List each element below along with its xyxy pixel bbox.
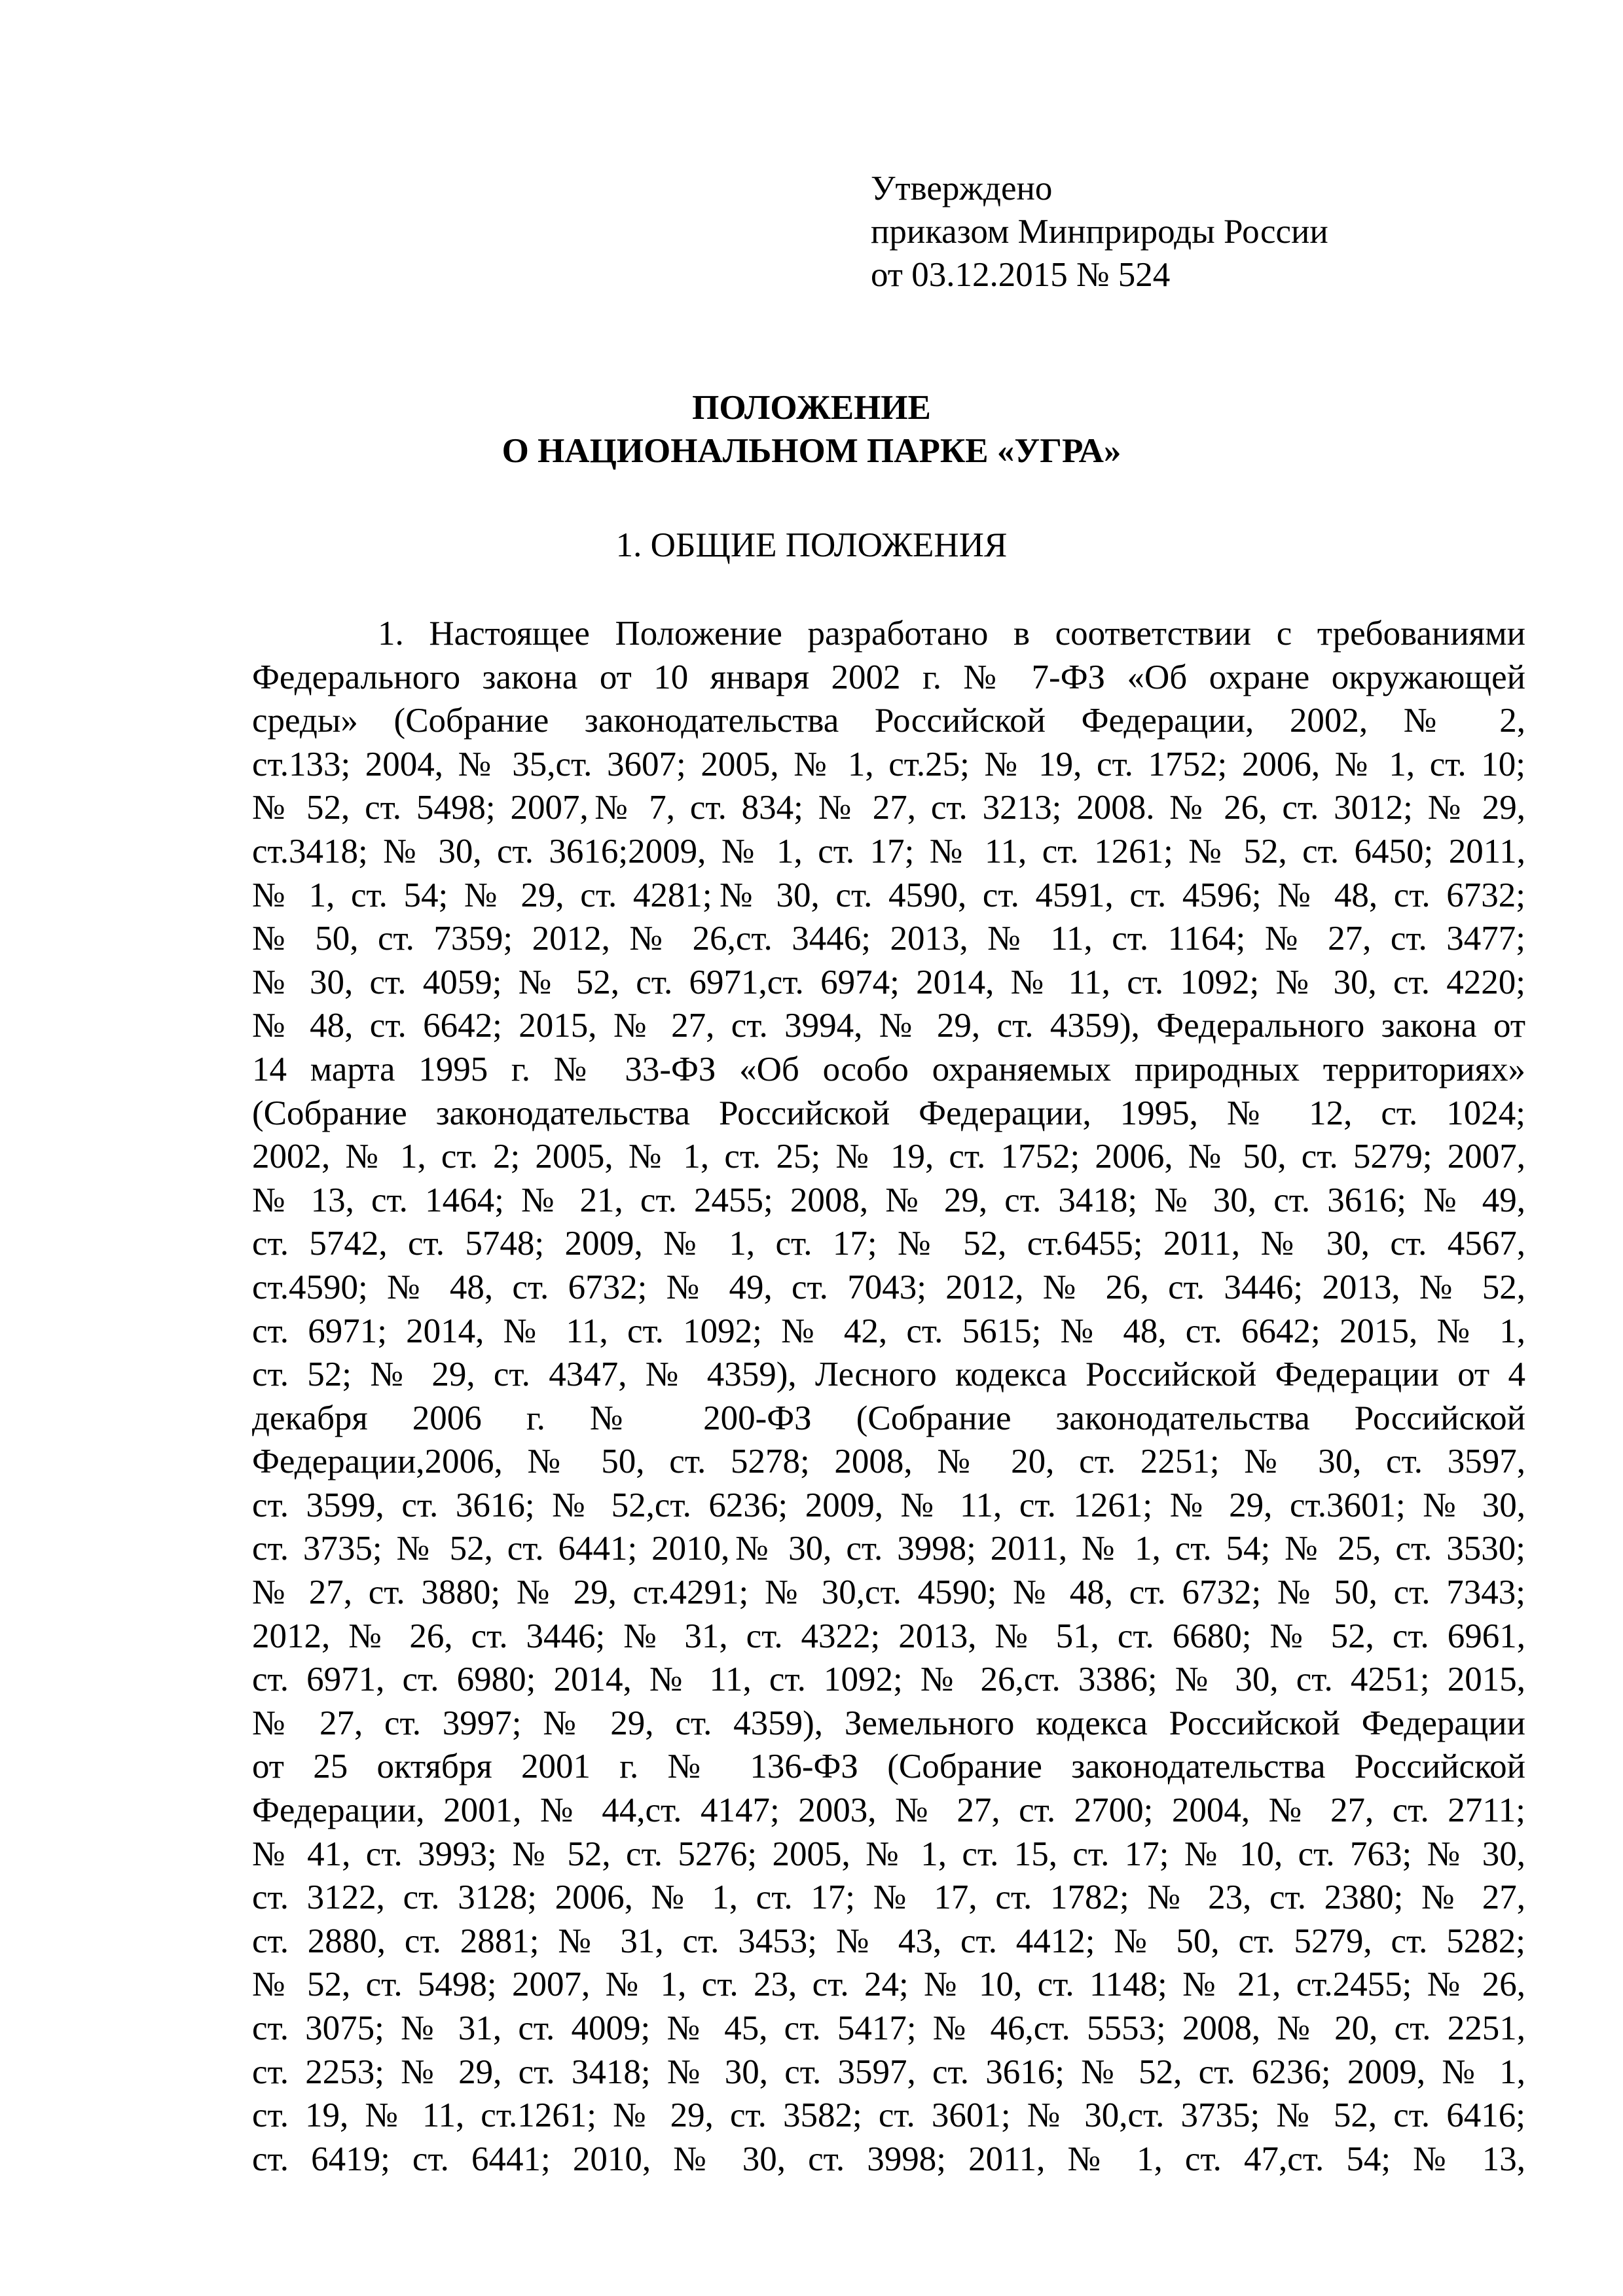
paragraph-line: № 13, ст. 1464; № 21, ст. 2455; 2008, № 29, ст. 3418; № 30, ст. 3616; № 49,: [252, 1181, 1525, 1219]
paragraph-line: № 50, ст. 7359; 2012, № 26,ст. 3446; 2013, № 11, ст. 1164; № 27, ст. 3477;: [252, 920, 1525, 958]
paragraph-line: Федерации,2006, № 50, ст. 5278; 2008, № 20, ст. 2251; № 30, ст. 3597,: [252, 1443, 1525, 1481]
paragraph-line: Федерального закона от 10 января 2002 г. № 7-ФЗ «Об охране окружающей: [252, 658, 1525, 696]
paragraph-line: ст. 3122, ст. 3128; 2006, № 1, ст. 17; № 17, ст. 1782; № 23, ст. 2380; № 27,: [252, 1878, 1525, 1917]
paragraph-line: 14 марта 1995 г. № 33-ФЗ «Об особо охраняемых природных территориях»: [252, 1050, 1525, 1088]
paragraph-line: № 1, ст. 54; № 29, ст. 4281;№ 30, ст. 4590, ст. 4591, ст. 4596; № 48, ст. 6732;: [252, 876, 1525, 914]
paragraph-line: от 25 октября 2001 г. № 136-ФЗ (Собрание законодательства Российской: [252, 1748, 1525, 1786]
paragraph-line: ст. 3075; № 31, ст. 4009; № 45, ст. 5417; № 46,ст. 5553; 2008, № 20, ст. 2251,: [252, 2009, 1525, 2047]
paragraph-line: декабря 2006 г. № 200-ФЗ (Собрание законодательства Российской: [252, 1399, 1525, 1437]
approval-line-date: от 03.12.2015 № 524: [871, 256, 1171, 294]
paragraph-line: № 41, ст. 3993; № 52, ст. 5276; 2005, № 1, ст. 15, ст. 17; № 10, ст. 763; № 30,: [252, 1835, 1525, 1873]
paragraph-line: ст. 2880, ст. 2881; № 31, ст. 3453; № 43, ст. 4412; № 50, ст. 5279, ст. 5282;: [252, 1922, 1525, 1960]
paragraph-line: ст. 3735; № 52, ст. 6441; 2010,№ 30, ст. 3998; 2011, № 1, ст. 54; № 25, ст. 3530;: [252, 1530, 1525, 1568]
paragraph-line: ст. 6971, ст. 6980; 2014, № 11, ст. 1092; № 26,ст. 3386; № 30, ст. 4251; 2015,: [252, 1660, 1525, 1699]
approval-stamp: [871, 167, 1328, 296]
title-line-1: ПОЛОЖЕНИЕ: [692, 389, 931, 427]
paragraph-line: ст. 2253; № 29, ст. 3418; № 30, ст. 3597, ст. 3616; № 52, ст. 6236; 2009, № 1,: [252, 2053, 1525, 2091]
paragraph-line: ст. 6419; ст. 6441; 2010, № 30, ст. 3998; 2011, № 1, ст. 47,ст. 54; № 13,: [252, 2140, 1525, 2178]
approval-line-order: приказом Минприроды России: [871, 213, 1328, 251]
body-paragraph: [252, 612, 1525, 2181]
paragraph-line: ст.133; 2004, № 35,ст. 3607; 2005, № 1, ст.25; № 19, ст. 1752; 2006, № 1, ст. 10;: [252, 745, 1525, 783]
paragraph-line: 1. Настоящее Положение разработано в соответствии с требованиями: [378, 615, 1525, 653]
paragraph-line: 2012, № 26, ст. 3446; № 31, ст. 4322; 2013, № 51, ст. 6680; № 52, ст. 6961,: [252, 1617, 1525, 1655]
paragraph-line: ст. 3599, ст. 3616; № 52,ст. 6236; 2009, № 11, ст. 1261; № 29, ст.3601; № 30,: [252, 1486, 1525, 1524]
paragraph-line: ст. 52; № 29, ст. 4347, № 4359), Лесного кодекса Российской Федерации от 4: [252, 1355, 1525, 1394]
paragraph-line: ст. 6971; 2014, № 11, ст. 1092; № 42, ст. 5615; № 48, ст. 6642; 2015, № 1,: [252, 1312, 1525, 1350]
paragraph-line: № 27, ст. 3997; № 29, ст. 4359), Земельного кодекса Российской Федерации: [252, 1704, 1525, 1742]
paragraph-line: № 52, ст. 5498; 2007, № 1, ст. 23, ст. 24; № 10, ст. 1148; № 21, ст.2455; № 26,: [252, 1965, 1525, 2004]
paragraph-line: 2002, № 1, ст. 2; 2005, № 1, ст. 25; № 19, ст. 1752; 2006, № 50, ст. 5279; 2007,: [252, 1138, 1525, 1176]
paragraph-line: № 48, ст. 6642; 2015, № 27, ст. 3994, № 29, ст. 4359), Федерального закона от: [252, 1007, 1525, 1045]
paragraph-line: ст.3418; № 30, ст. 3616;2009, № 1, ст. 17; № 11, ст. 1261; № 52, ст. 6450; 2011,: [252, 832, 1525, 870]
paragraph-line: № 52, ст. 5498; 2007,№ 7, ст. 834; № 27, ст. 3213; 2008. № 26, ст. 3012; № 29,: [252, 789, 1525, 827]
paragraph-line: среды» (Собрание законодательства Российской Федерации, 2002, № 2,: [252, 702, 1525, 740]
paragraph-line: № 27, ст. 3880; № 29, ст.4291; № 30,ст. 4590; № 48, ст. 6732; № 50, ст. 7343;: [252, 1573, 1525, 1612]
paragraph-line: Федерации, 2001, № 44,ст. 4147; 2003, № 27, ст. 2700; 2004, № 27, ст. 2711;: [252, 1791, 1525, 1830]
paragraph-line: ст. 5742, ст. 5748; 2009, № 1, ст. 17; № 52, ст.6455; 2011, № 30, ст. 4567,: [252, 1225, 1525, 1263]
paragraph-line: (Собрание законодательства Российской Федерации, 1995, № 12, ст. 1024;: [252, 1094, 1525, 1132]
document-title: [0, 386, 1623, 473]
paragraph-line: ст.4590; № 48, ст. 6732; № 49, ст. 7043; 2012, № 26, ст. 3446; 2013, № 52,: [252, 1268, 1525, 1306]
paragraph-line: ст. 19, № 11, ст.1261; № 29, ст. 3582; ст. 3601; № 30,ст. 3735; № 52, ст. 6416;: [252, 2096, 1525, 2135]
approval-line-approved: Утверждено: [871, 170, 1053, 207]
title-line-2: О НАЦИОНАЛЬНОМ ПАРКЕ «УГРА»: [501, 432, 1122, 470]
section-heading: 1. ОБЩИЕ ПОЛОЖЕНИЯ: [615, 526, 1008, 564]
paragraph-line: № 30, ст. 4059; № 52, ст. 6971,ст. 6974; 2014, № 11, ст. 1092; № 30, ст. 4220;: [252, 963, 1525, 1001]
